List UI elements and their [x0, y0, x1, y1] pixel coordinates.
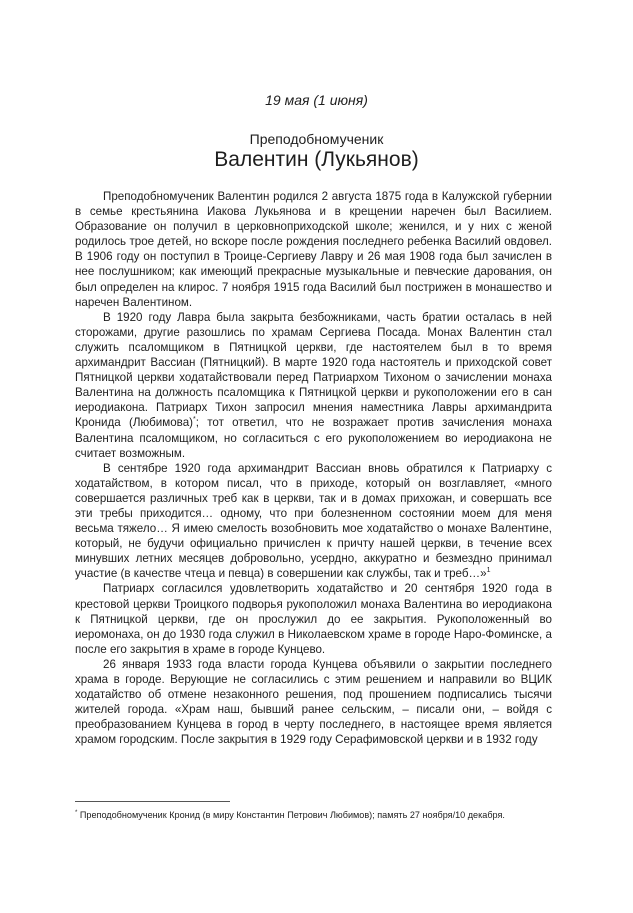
footnote-text: Преподобномученик Кронид (в миру Константин Петрович Любимов); память 27 ноября/10 декабря.	[77, 810, 505, 820]
saint-rank: Преподобномученик	[249, 131, 384, 147]
paragraph-3-text: В сентябре 1920 года архимандрит Вассиан вновь обратился к Патриарху с ходатайством, в котором писал, что в приходе, который он возглавляет, «много совершается различных треб как в церкви, так и в домах прихожан, и совершать все эти требы приходится… одному, что при болезненном состоянии моем для меня весьма тяжело… Я имею смелость возобновить мое ходатайство о монахе Валентине, который, не будучи официально причислен к причту нашей церкви, в течение всех минувших летних месяцев добровольно, усердно, аккуратно и безмездно принимал участие (в качестве чтеца и певца) в совершении как службы, так и треб…»	[75, 461, 552, 581]
body-text	[75, 189, 552, 747]
paragraph-2-text-b: ; тот ответил, что не возражает против зачисления монаха Валентина псаломщиком, но согласиться с его рукоположением во иеродиакона не считает возможным.	[75, 416, 552, 460]
endnote-reference-mark[interactable]: 1	[486, 567, 491, 575]
footnote-reference-mark[interactable]: *	[193, 416, 196, 424]
paragraph-2	[75, 310, 552, 461]
footnote-divider	[75, 801, 230, 802]
paragraph-3	[75, 461, 552, 582]
feast-date: 19 мая (1 июня)	[265, 92, 368, 108]
footnote	[75, 809, 555, 821]
page-title: Валентин (Лукьянов)	[214, 148, 419, 171]
paragraph-1: Преподобномученик Валентин родился 2 августа 1875 года в Калужской губернии в семье крестьянина Иакова Лукьянова и в крещении наречен был Василием. Образование он получил в церковноприходской школе; женился, и у них с женой родилось трое детей, но вскоре после рождения последнего ребенка Василий овдовел. В 1906 году он поступил в Троице-Сергиеву Лавру и 26 мая 1908 года был зачислен в нее послушником; как имеющий прекрасные музыкальные и певческие дарования, он был определен на клирос. 7 ноября 1915 года Василий был пострижен в монашество и наречен Валентином.	[75, 190, 552, 309]
paragraph-4: Патриарх согласился удовлетворить ходатайство и 20 сентября 1920 года в крестовой церкви Троицкого подворья рукоположил монаха Валентина во иеродиакона к Пятницкой церкви, где он прослужил до ее закрытия. Рукоположенный во иеромонаха, он до 1930 года служил в Николаевском храме в городе Наро-Фоминске, а после его закрытия в храме в городе Кунцево.	[75, 582, 552, 656]
footnote-mark: *	[75, 809, 78, 816]
paragraph-2-text-a: В 1920 году Лавра была закрыта безбожниками, часть братии осталась в ней сторожами, другие разошлись по храмам Сергиева Посада. Монах Валентин стал служить псаломщиком в Пятницкой церкви, где настоятелем был в то время архимандрит Вассиан (Пятницкий). В марте 1920 года настоятель и приходской совет Пятницкой церкви ходатайствовали перед Патриархом Тихоном о зачислении монаха Валентина на должность псаломщика к Пятницкой церкви и рукоположении его в сан иеродиакона. Патриарх Тихон запросил мнения наместника Лавры архимандрита Кронида (Любимова)	[75, 310, 552, 430]
paragraph-5: 26 января 1933 года власти города Кунцева объявили о закрытии последнего храма в городе. Верующие не согласились с этим решением и направили во ВЦИК ходатайство об отмене незаконного решения, под прошением подписались тысячи жителей города. «Храм наш, бывший ранее сельским, – писали они, – войдя с преобразованием Кунцева в город в черту последнего, в настоящее время является храмом городским. После закрытия в 1929 году Серафимовской церкви и в 1932 году	[75, 657, 552, 747]
